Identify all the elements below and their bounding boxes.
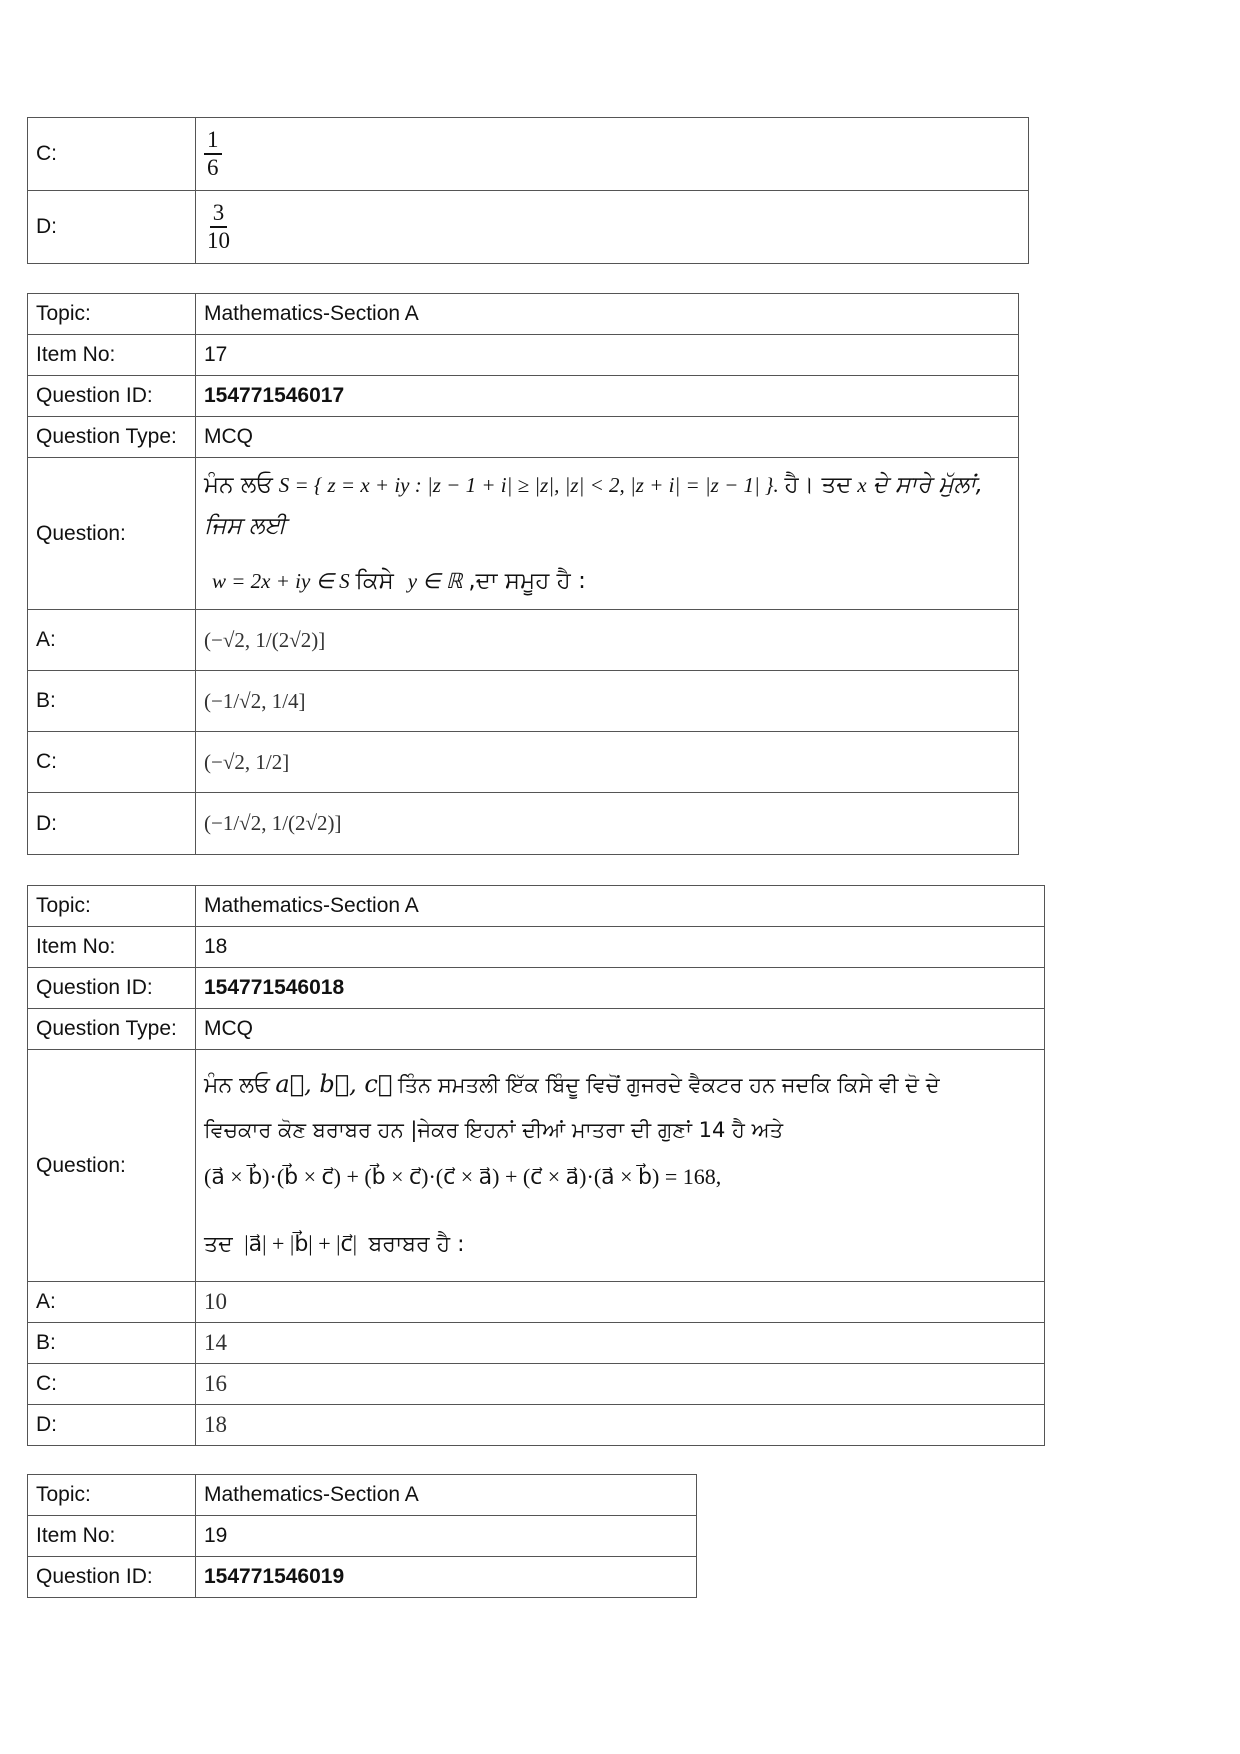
question-19-table [27, 1474, 697, 1598]
option-value: (−√2, 1/2] [196, 732, 1019, 793]
item-value: 17 [196, 335, 1019, 376]
question-type-value: MCQ [196, 1009, 1045, 1050]
option-row-d [28, 1405, 1045, 1446]
math-variable: x [857, 473, 867, 497]
math-expression: w = 2x + iy ∈ S [212, 569, 350, 593]
item-label: Item No: [28, 927, 196, 968]
question-18-table [27, 885, 1045, 1446]
math-expression: |a⃗| + |b⃗| + |c⃗| [244, 1231, 358, 1256]
option-value [196, 118, 1029, 191]
option-label: A: [28, 610, 196, 671]
topic-row [28, 886, 1045, 927]
question-id-row [28, 968, 1045, 1009]
math-expression: y ∈ ℝ [407, 569, 463, 593]
option-row-c [28, 732, 1019, 793]
prev-question-options-table [27, 117, 1029, 264]
question-type-label: Question Type: [28, 1009, 196, 1050]
question-label: Question: [28, 1050, 196, 1282]
option-row-a [28, 1282, 1045, 1323]
topic-value: Mathematics-Section A [196, 294, 1019, 335]
question-text-segment: ਮੰਨ ਲਓ [204, 472, 273, 498]
item-row [28, 1516, 697, 1557]
question-id-label: Question ID: [28, 376, 196, 417]
option-value: 16 [196, 1364, 1045, 1405]
option-label: C: [28, 1364, 196, 1405]
question-text-segment: ਬਰਾਬਰ ਹੈ : [368, 1232, 465, 1257]
question-id-row [28, 376, 1019, 417]
option-value [196, 191, 1029, 264]
item-row [28, 335, 1019, 376]
question-text-segment: ਕਿਸੇ [355, 568, 394, 594]
topic-label: Topic: [28, 294, 196, 335]
topic-label: Topic: [28, 886, 196, 927]
question-text-segment: ਹੈ। ਤਦ [784, 472, 852, 498]
question-label: Question: [28, 458, 196, 610]
topic-value: Mathematics-Section A [196, 886, 1045, 927]
question-text-segment: ਜਿਸ ਲਈ [204, 513, 286, 539]
fraction [204, 127, 222, 182]
question-text [196, 1050, 1045, 1282]
option-row-d [28, 793, 1019, 855]
item-label: Item No: [28, 1516, 196, 1557]
topic-label: Topic: [28, 1475, 196, 1516]
item-value: 18 [196, 927, 1045, 968]
option-value: (−√2, 1/(2√2)] [196, 610, 1019, 671]
question-type-label: Question Type: [28, 417, 196, 458]
item-value: 19 [196, 1516, 697, 1557]
option-label: A: [28, 1282, 196, 1323]
topic-row [28, 1475, 697, 1516]
option-row-b [28, 671, 1019, 732]
option-value: (−1/√2, 1/4] [196, 671, 1019, 732]
question-type-value: MCQ [196, 417, 1019, 458]
option-value: (−1/√2, 1/(2√2)] [196, 793, 1019, 855]
fraction-denominator: 6 [207, 155, 219, 180]
question-id-value: 154771546018 [196, 968, 1045, 1009]
option-row-d [28, 191, 1029, 264]
question-id-row [28, 1557, 697, 1598]
question-text-segment: ਦੇ ਸਾਰੇ ਮੁੱਲਾਂ, [872, 472, 983, 498]
question-id-value: 154771546017 [196, 376, 1019, 417]
topic-value: Mathematics-Section A [196, 1475, 697, 1516]
option-value: 18 [196, 1405, 1045, 1446]
option-label: C: [28, 118, 196, 191]
question-type-row [28, 1009, 1045, 1050]
question-text-segment: ,ਦਾ ਸਮੂਹ ਹੈ : [468, 568, 586, 594]
question-text-segment: ਮੰਨ ਲਓ [204, 1073, 270, 1098]
topic-row [28, 294, 1019, 335]
question-row [28, 458, 1019, 610]
item-row [28, 927, 1045, 968]
option-row-a [28, 610, 1019, 671]
item-label: Item No: [28, 335, 196, 376]
fraction-numerator: 3 [210, 200, 228, 228]
option-value: 10 [196, 1282, 1045, 1323]
option-label: D: [28, 793, 196, 855]
question-text-segment: ਤਿੰਨ ਸਮਤਲੀ ਇੱਕ ਬਿੰਦੂ ਵਿਚੋਂ ਗੁਜਰਦੇ ਵੈਕਟਰ ਹਨ ਜਦਕਿ ਕਿਸੇ ਵੀ ਦੋ ਦੇ [397, 1073, 940, 1097]
question-id-label: Question ID: [28, 968, 196, 1009]
option-row-b [28, 1323, 1045, 1364]
question-text [196, 458, 1019, 610]
fraction [204, 200, 233, 255]
option-label: B: [28, 671, 196, 732]
fraction-numerator: 1 [204, 127, 222, 155]
math-expression: S = { z = x + iy : |z − 1 + i| ≥ |z|, |z| < 2, |z + i| = |z − 1| }. [278, 473, 779, 497]
option-row-c [28, 1364, 1045, 1405]
question-id-label: Question ID: [28, 1557, 196, 1598]
question-id-value: 154771546019 [196, 1557, 697, 1598]
question-text-segment: ਤਦ [204, 1232, 233, 1257]
math-expression: a⃗, b⃗, c⃗ [275, 1070, 393, 1098]
option-label: B: [28, 1323, 196, 1364]
question-type-row [28, 417, 1019, 458]
option-label: C: [28, 732, 196, 793]
fraction-denominator: 10 [207, 228, 230, 253]
question-row [28, 1050, 1045, 1282]
option-row-c [28, 118, 1029, 191]
question-17-table [27, 293, 1019, 855]
math-expression: (a⃗ × b⃗)·(b⃗ × c⃗) + (b⃗ × c⃗)·(c⃗ × a⃗) + (c⃗ × a⃗)·(a⃗ × b⃗) = 168, [204, 1164, 722, 1189]
option-label: D: [28, 1405, 196, 1446]
option-value: 14 [196, 1323, 1045, 1364]
option-label: D: [28, 191, 196, 264]
question-text-segment: ਵਿਚਕਾਰ ਕੋਣ ਬਰਾਬਰ ਹਨ |ਜੇਕਰ ਇਹਨਾਂ ਦੀਆਂ ਮਾਤਰਾ ਦੀ ਗੁਣਾਂ 14 ਹੈ ਅਤੇ [204, 1118, 784, 1142]
